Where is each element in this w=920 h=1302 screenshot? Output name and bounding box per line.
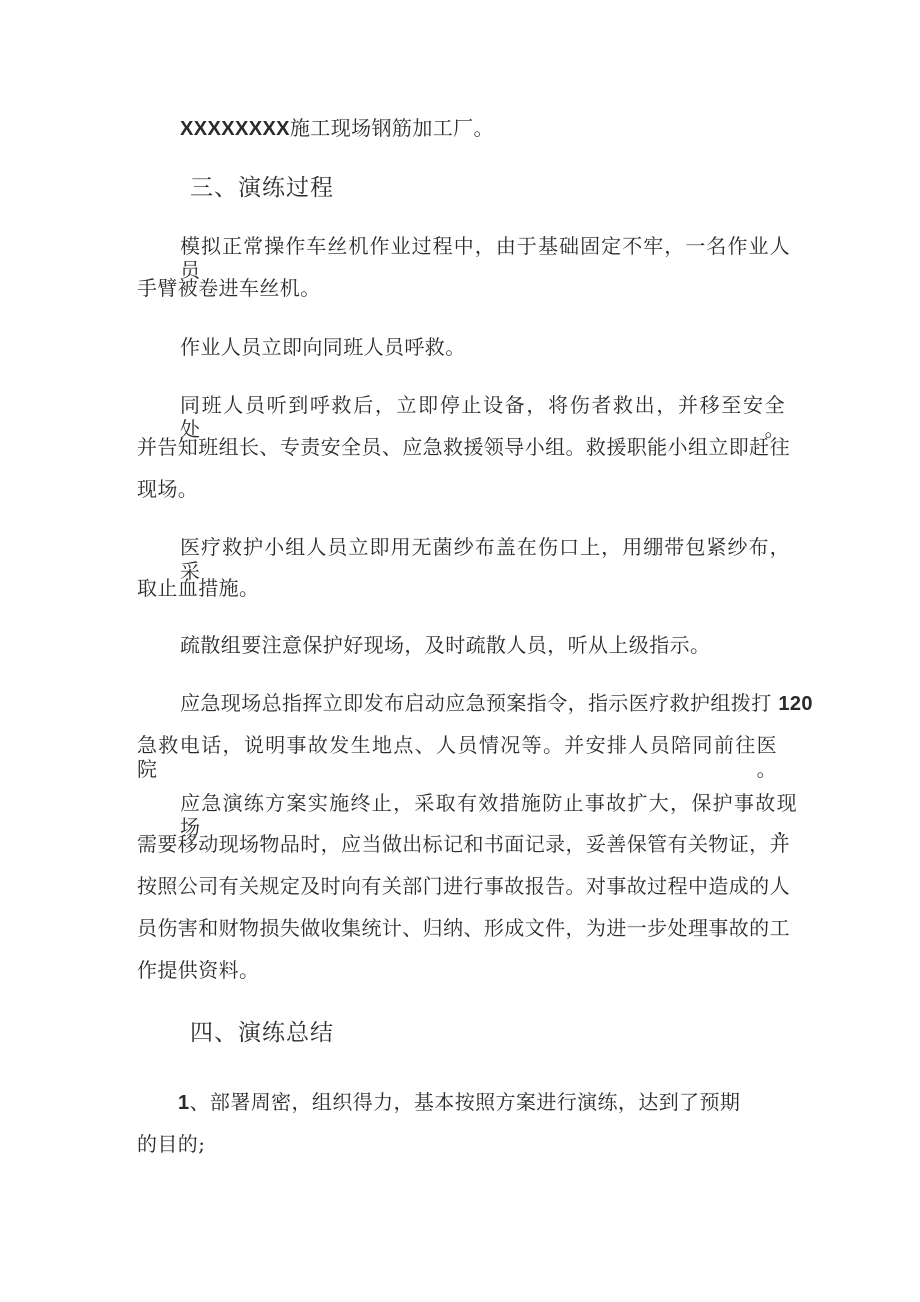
summary-item-1-text: 、部署周密，组织得力，基本按照方案进行演练，达到了预期 xyxy=(189,1090,741,1114)
paragraph-4-line-1: 医疗救护小组人员立即用无菌纱布盖在伤口上，用绷带包紧纱布，采 xyxy=(180,535,790,583)
paragraph-7-line-1: 应急演练方案实施终止，采取有效措施防止事故扩大，保护事故现场， xyxy=(180,791,797,839)
paragraph-7-line-5: 作提供资料。 xyxy=(137,958,260,982)
paragraph-6-line-1 xyxy=(180,691,813,716)
paragraph-2-line-1: 作业人员立即向同班人员呼救。 xyxy=(180,335,466,359)
paragraph-1-line-2: 手臂被卷进车丝机。 xyxy=(137,276,321,300)
section-4-heading: 四、演练总结 xyxy=(190,1020,334,1046)
summary-item-1-line-1 xyxy=(178,1090,740,1115)
section-3-heading: 三、演练过程 xyxy=(190,175,334,201)
site-location-text: 施工现场钢筋加工厂。 xyxy=(289,116,494,140)
emergency-number: 120 xyxy=(778,693,813,715)
paragraph-3-line-1: 同班人员听到呼救后，立即停止设备，将伤者救出，并移至安全处。 xyxy=(180,393,785,441)
paragraph-7-line-4: 员伤害和财物损失做收集统计、归纳、形成文件，为进一步处理事故的工 xyxy=(137,916,790,940)
paragraph-6-line-2: 急救电话，说明事故发生地点、人员情况等。并安排人员陪同前往医院。 xyxy=(137,733,777,781)
summary-item-1-line-2: 的目的; xyxy=(137,1132,206,1156)
summary-item-1-number: 1 xyxy=(178,1092,190,1114)
paragraph-3-line-2: 并告知班组长、专责安全员、应急救援领导小组。救援职能小组立即赶往 xyxy=(137,435,790,459)
paragraph-1-line-1: 模拟正常操作车丝机作业过程中，由于基础固定不牢，一名作业人员 xyxy=(180,234,790,282)
paragraph-7-line-2: 需要移动现场物品时，应当做出标记和书面记录，妥善保管有关物证，并 xyxy=(137,832,790,856)
paragraph-6-line-1-text: 应急现场总指挥立即发布启动应急预案指令，指示医疗救护组拨打 xyxy=(180,691,772,715)
paragraph-5-line-1: 疏散组要注意保护好现场，及时疏散人员，听从上级指示。 xyxy=(180,633,711,657)
paragraph-7-line-3: 按照公司有关规定及时向有关部门进行事故报告。对事故过程中造成的人 xyxy=(137,874,790,898)
site-code: XXXXXXXX xyxy=(180,118,290,140)
paragraph-4-line-2: 取止血措施。 xyxy=(137,576,260,600)
paragraph-3-line-3: 现场。 xyxy=(137,477,199,501)
site-location-line xyxy=(180,116,494,141)
